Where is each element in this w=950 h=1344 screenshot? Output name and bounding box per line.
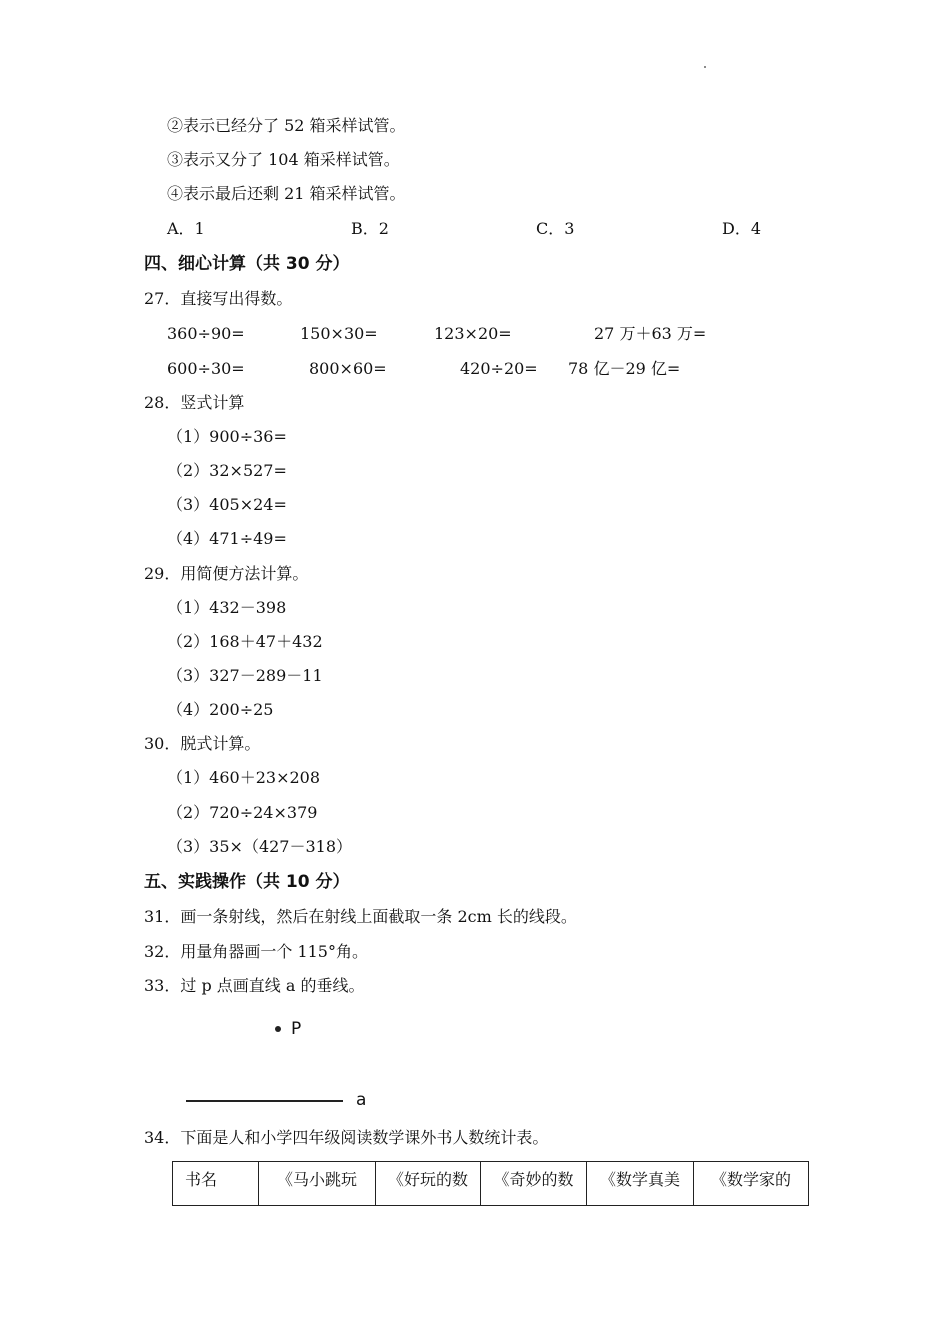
reading-stats-table: [172, 1161, 809, 1206]
table-cell: 《好玩的数: [376, 1162, 481, 1206]
q27-r2-c3: 420÷20=: [460, 359, 538, 378]
q28-prompt: 28．竖式计算: [144, 393, 245, 412]
q31-prompt: 31．画一条射线，然后在射线上面截取一条 2cm 长的线段。: [144, 907, 577, 926]
q27-r1-c2: 150×30=: [300, 324, 378, 343]
q29-prompt: 29．用简便方法计算。: [144, 564, 309, 583]
line-a: [186, 1100, 343, 1102]
q30-prompt: 30．脱式计算。: [144, 734, 261, 753]
q27-prompt: 27．直接写出得数。: [144, 289, 293, 308]
q29-item-4: （4）200÷25: [167, 700, 274, 719]
choice-d: D．4: [722, 219, 762, 238]
q27-r2-c1: 600÷30=: [167, 359, 245, 378]
section4-heading: 四、细心计算（共 30 分）: [144, 254, 350, 274]
q29-item-3: （3）327－289－11: [167, 666, 323, 685]
q28-item-3: （3）405×24=: [167, 495, 287, 514]
table-cell: 《奇妙的数: [481, 1162, 587, 1206]
choice-a: A．1: [167, 219, 205, 238]
q27-r1-c1: 360÷90=: [167, 324, 245, 343]
q32-prompt: 32．用量角器画一个 115°角。: [144, 942, 368, 961]
line-a-label: a: [356, 1090, 367, 1110]
q30-item-2: （2）720÷24×379: [167, 803, 318, 822]
top-item-3: ③表示又分了 104 箱采样试管。: [167, 150, 400, 169]
point-p-dot: [275, 1026, 281, 1032]
q34-prompt: 34．下面是人和小学四年级阅读数学课外书人数统计表。: [144, 1128, 549, 1147]
q29-item-1: （1）432－398: [167, 598, 287, 617]
q27-r2-c4: 78 亿－29 亿=: [568, 359, 681, 378]
q28-item-2: （2）32×527=: [167, 461, 287, 480]
top-item-4: ④表示最后还剩 21 箱采样试管。: [167, 184, 406, 203]
q30-item-1: （1）460＋23×208: [167, 768, 321, 787]
table-cell: 《马小跳玩: [259, 1162, 376, 1206]
page-mark: [704, 66, 706, 68]
choice-b: B．2: [351, 219, 389, 238]
section5-heading: 五、实践操作（共 10 分）: [144, 872, 350, 892]
q27-r1-c3: 123×20=: [434, 324, 512, 343]
q28-item-1: （1）900÷36=: [167, 427, 287, 446]
q29-item-2: （2）168＋47＋432: [167, 632, 323, 651]
q28-item-4: （4）471÷49=: [167, 529, 287, 548]
table-cell: 《数学真美: [587, 1162, 694, 1206]
table-row: [173, 1162, 809, 1206]
point-p-label: P: [291, 1019, 302, 1039]
q33-prompt: 33．过 p 点画直线 a 的垂线。: [144, 976, 365, 995]
top-item-2: ②表示已经分了 52 箱采样试管。: [167, 116, 406, 135]
q30-item-3: （3）35×（427－318）: [167, 837, 353, 856]
table-cell-book-name: 书名: [173, 1162, 259, 1206]
q27-r1-c4: 27 万＋63 万=: [594, 324, 707, 343]
choice-c: C．3: [536, 219, 575, 238]
table-cell: 《数学家的: [694, 1162, 809, 1206]
q27-r2-c2: 800×60=: [309, 359, 387, 378]
